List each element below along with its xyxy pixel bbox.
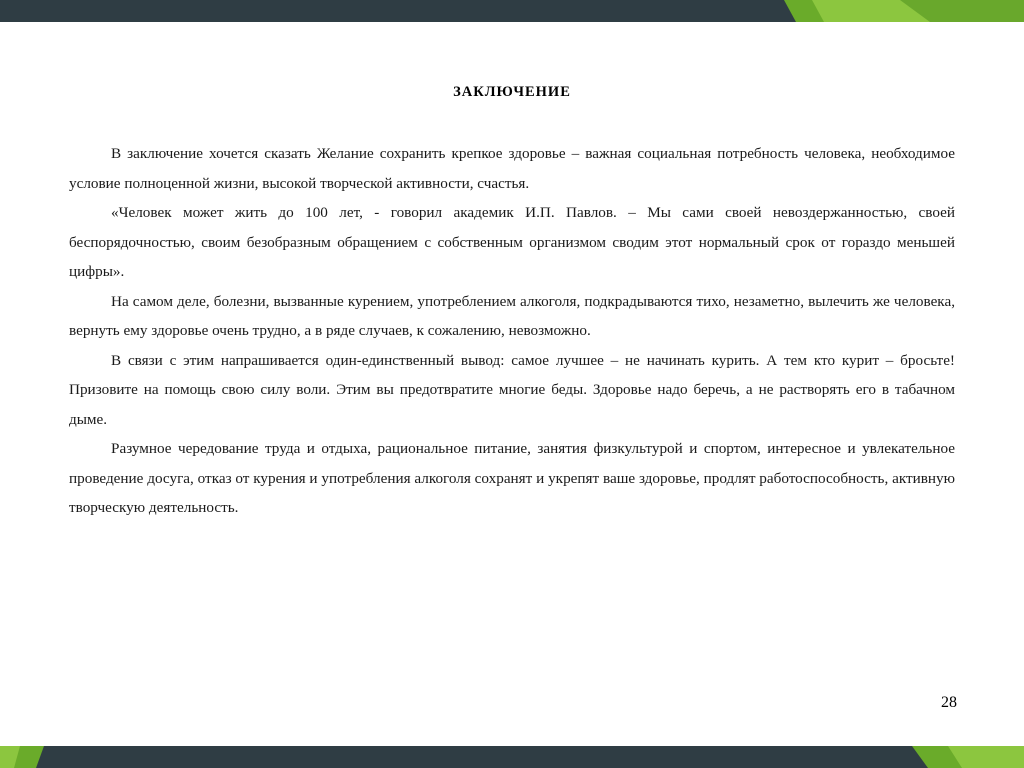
paragraph-4: В связи с этим напрашивается один-единственный вывод: самое лучшее – не начинать курить. А тем кто курит – бросьте! Призовите на помощь свою силу воли. Этим вы предотвратите многие беды. Здоровье надо беречь, а не растворять его в табачном дыме.	[69, 351, 955, 428]
paragraph-2: «Человек может жить до 100 лет, - говорил академик И.П. Павлов. – Мы сами своей невоздержанностью, своей беспорядочностью, своим безобразным обращением с собственным организмом сводим этот нормальный срок от гораздо меньшей цифры».	[69, 204, 955, 280]
top-decorative-bar	[0, 0, 1024, 22]
slide-title: ЗАКЛЮЧЕНИЕ	[453, 84, 571, 100]
paragraph-1: В заключение хочется сказать Желание сохранить крепкое здоровье – важная социальная потребность человека, необходимое условие полноценной жизни, высокой творческой активности, счастья.	[69, 145, 955, 192]
slide-body	[69, 139, 955, 523]
paragraph-5: Разумное чередование труда и отдыха, рациональное питание, занятия физкультурой и спортом, интересное и увлекательное проведение досуга, отказ от курения и употребления алкоголя сохранят и укрепят ваше здоровье, продлят работоспособность, активную творческую деятельность.	[69, 440, 955, 516]
paragraph-3: На самом деле, болезни, вызванные курением, употреблением алкоголя, подкрадываются тихо, незаметно, вылечить же человека, вернуть ему здоровье очень трудно, а в ряде случаев, к сожалению, невозможно.	[69, 292, 955, 339]
page-number: 28	[941, 694, 957, 711]
bottom-decorative-bar	[0, 746, 1024, 768]
bottom-dark-band	[0, 746, 1024, 768]
